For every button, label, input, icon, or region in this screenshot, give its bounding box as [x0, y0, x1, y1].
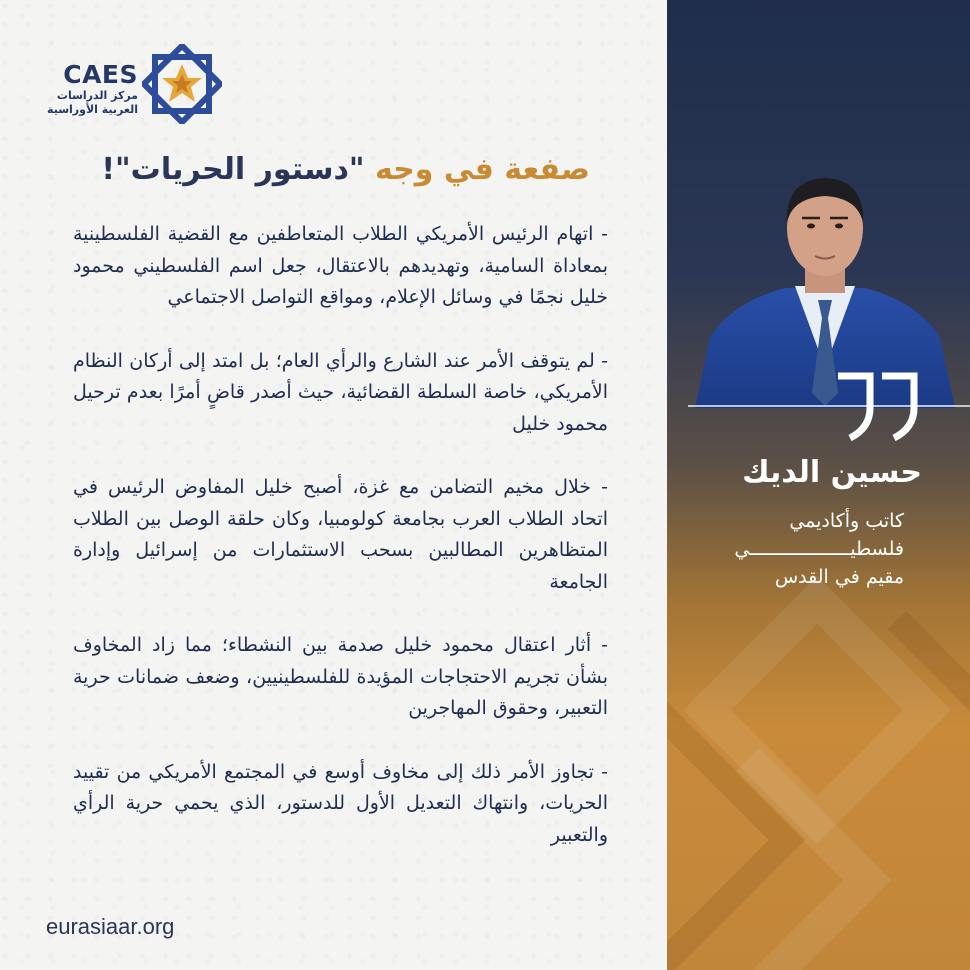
caes-logo: [47, 44, 220, 124]
decorative-star-pattern: [667, 560, 970, 970]
title-part2: "دستور الحريات"!: [101, 152, 365, 187]
title-part1: صفعة في وجه: [374, 152, 590, 187]
star-emblem-icon: [142, 44, 222, 124]
article-body: [73, 219, 608, 883]
author-title-line1: كاتب وأكاديمي: [789, 510, 904, 532]
paragraph: - أثار اعتقال محمود خليل صدمة بين النشطاء؛ مما زاد المخاوف بشأن تجريم الاحتجاجات المؤيدة للفلسطينيين، وضعف ضمانات حرية التعبير، وحقوق المهاجرين: [73, 634, 608, 719]
paragraph: - لم يتوقف الأمر عند الشارع والرأي العام؛ بل امتد إلى أركان النظام الأمريكي، خاصة السلطة القضائية، حيث أصدر قاضٍ أمرًا بعدم ترحيل محمود خليل: [73, 349, 608, 435]
quote-icon: [822, 352, 922, 444]
paragraph: - خلال مخيم التضامن مع غزة، أصبح خليل المفاوض الرئيس في اتحاد الطلاب العرب بجامعة كولومبيا، وكان حلقة الوصل بين الطلاب المتظاهرين المطالبين بسحب الاستثمارات من إسرائيل وإدارة الجامعة: [73, 476, 608, 593]
logo-acronym: CAES: [63, 60, 138, 89]
website-url: eurasiaar.org: [46, 914, 175, 939]
paragraph: - اتهام الرئيس الأمريكي الطلاب المتعاطفين مع القضية الفلسطينية بمعاداة السامية، وتهديدهم بالاعتقال، جعل اسم الفلسطيني محمود خليل نجمًا في وسائل الإعلام، ومواقع التواصل الاجتماعي: [73, 223, 608, 308]
author-title-line2: فلسطيــــــــــــــــــي: [734, 538, 904, 560]
logo-name-line1: مركز الدراسات: [56, 89, 138, 102]
article-title: [30, 152, 590, 187]
paragraph: - تجاوز الأمر ذلك إلى مخاوف أوسع في المجتمع الأمريكي من تقييد الحريات، وانتهاك التعديل الأول للدستور، الذي يحمي حرية الرأي والتعبير: [73, 760, 608, 846]
logo-name-line2: العربية الأوراسية: [47, 103, 138, 116]
author-name: حسين الديك: [742, 455, 922, 490]
author-title-line3: مقيم في القدس: [774, 566, 904, 588]
